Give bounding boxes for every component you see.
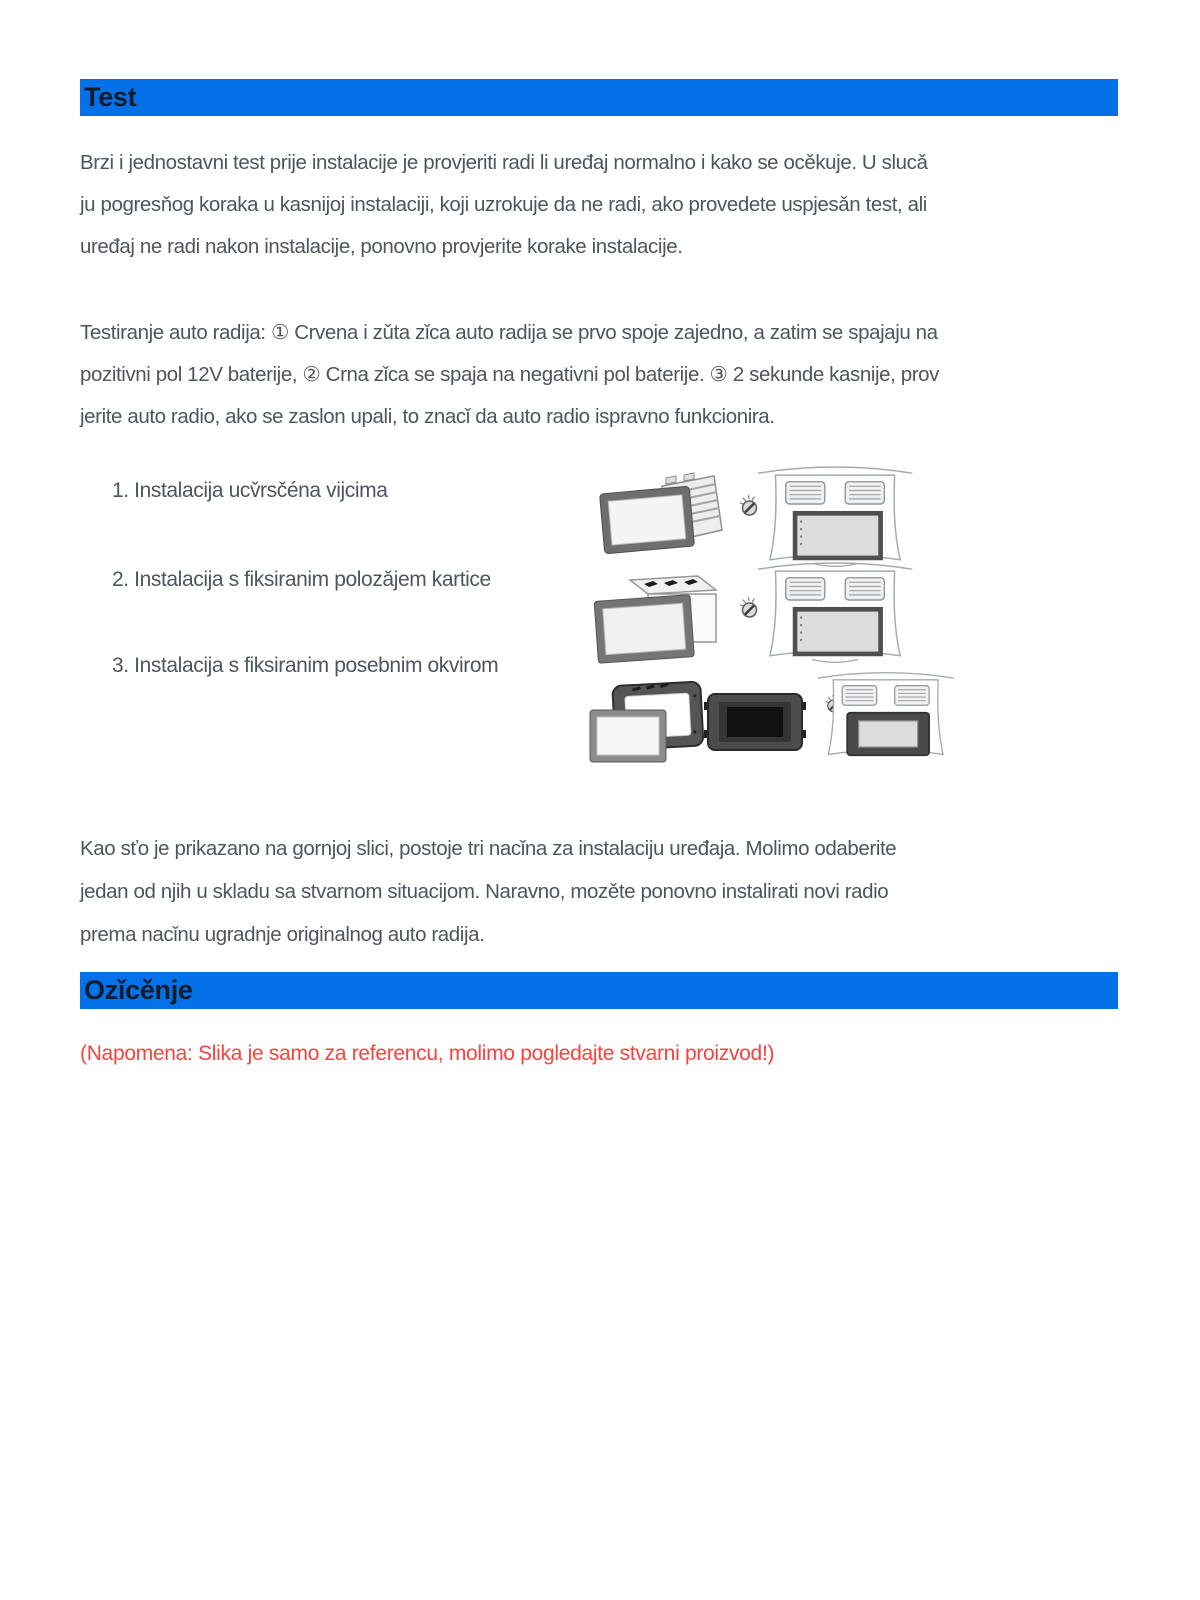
dashboard-panel-illustration [758,467,912,566]
reference-note: (Napomena: Slika je samo za referencu, molimo pogledajte stvarni proizvod!) [80,1042,775,1065]
paragraph-line: prema nacǐnu ugradnje originalnog auto radija. [80,923,485,946]
install-method-2: 2. Instalacija s fiksiranim polozǎjem kartice [112,568,491,591]
install-row-2-figure [588,560,1020,682]
paragraph-line: Brzi i jednostavni test prije instalacije je provjeriti radi li uređaj normalno i kako se ocěkuje. U slucǎ [80,151,928,174]
paragraph-line: jedan od njih u skladu sa stvarnom situacijom. Naravno, mozěte ponovno instalirati novi radio [80,880,889,903]
radio-with-cage-illustration [600,473,722,554]
paragraph-line: Kao sťo je prikazano na gornjoj slici, postoje tri nacǐna za instalaciju uređaja. Molimo odaberite [80,837,897,860]
dashboard-panel-dark-frame-illustration [818,673,954,756]
screw-icon [741,598,757,618]
section-header-wiring-label: Ozǐcěnje [84,975,193,1005]
install-row-3-figure [578,668,1018,788]
install-method-1: 1. Instalacija ucv̌rsčéna vijcima [112,479,388,502]
test-intro-paragraph [80,142,927,268]
dashboard-panel-illustration [758,563,912,662]
test-procedure-paragraph [80,312,939,438]
paragraph-line: Testiranje auto radija: ① Crvena i zǔta zǐca auto radija se prvo spoje zajedno, a zatim se spajaju na [80,321,938,344]
install-method-3: 3. Instalacija s fiksiranim posebnim okvirom [112,654,499,677]
section-header-test-label: Test [84,82,137,112]
section-header-test [80,79,1118,116]
paragraph-line: pozitivni pol 12V baterije, ② Crna zǐca se spaja na negativni pol baterije. ③ 2 sekunde kasnije, prov [80,363,939,386]
section-header-wiring [80,972,1118,1009]
paragraph-line: jerite auto radio, ako se zaslon upali, to znacǐ da auto radio ispravno funkcionira. [80,405,775,428]
special-frame-illustration [704,694,806,750]
paragraph-line: uređaj ne radi nakon instalacije, ponovno provjerite korake instalacije. [80,235,683,258]
radio-with-special-frame-illustration [590,682,704,762]
radio-with-mounting-box-illustration [594,576,716,663]
screw-icon [741,496,757,516]
paragraph-line: ju pogresňog koraka u kasnijoj instalaciji, koji uzrokuje da ne radi, ako provedete uspjesǎn test, ali [80,193,927,216]
install-summary-paragraph [80,827,896,956]
